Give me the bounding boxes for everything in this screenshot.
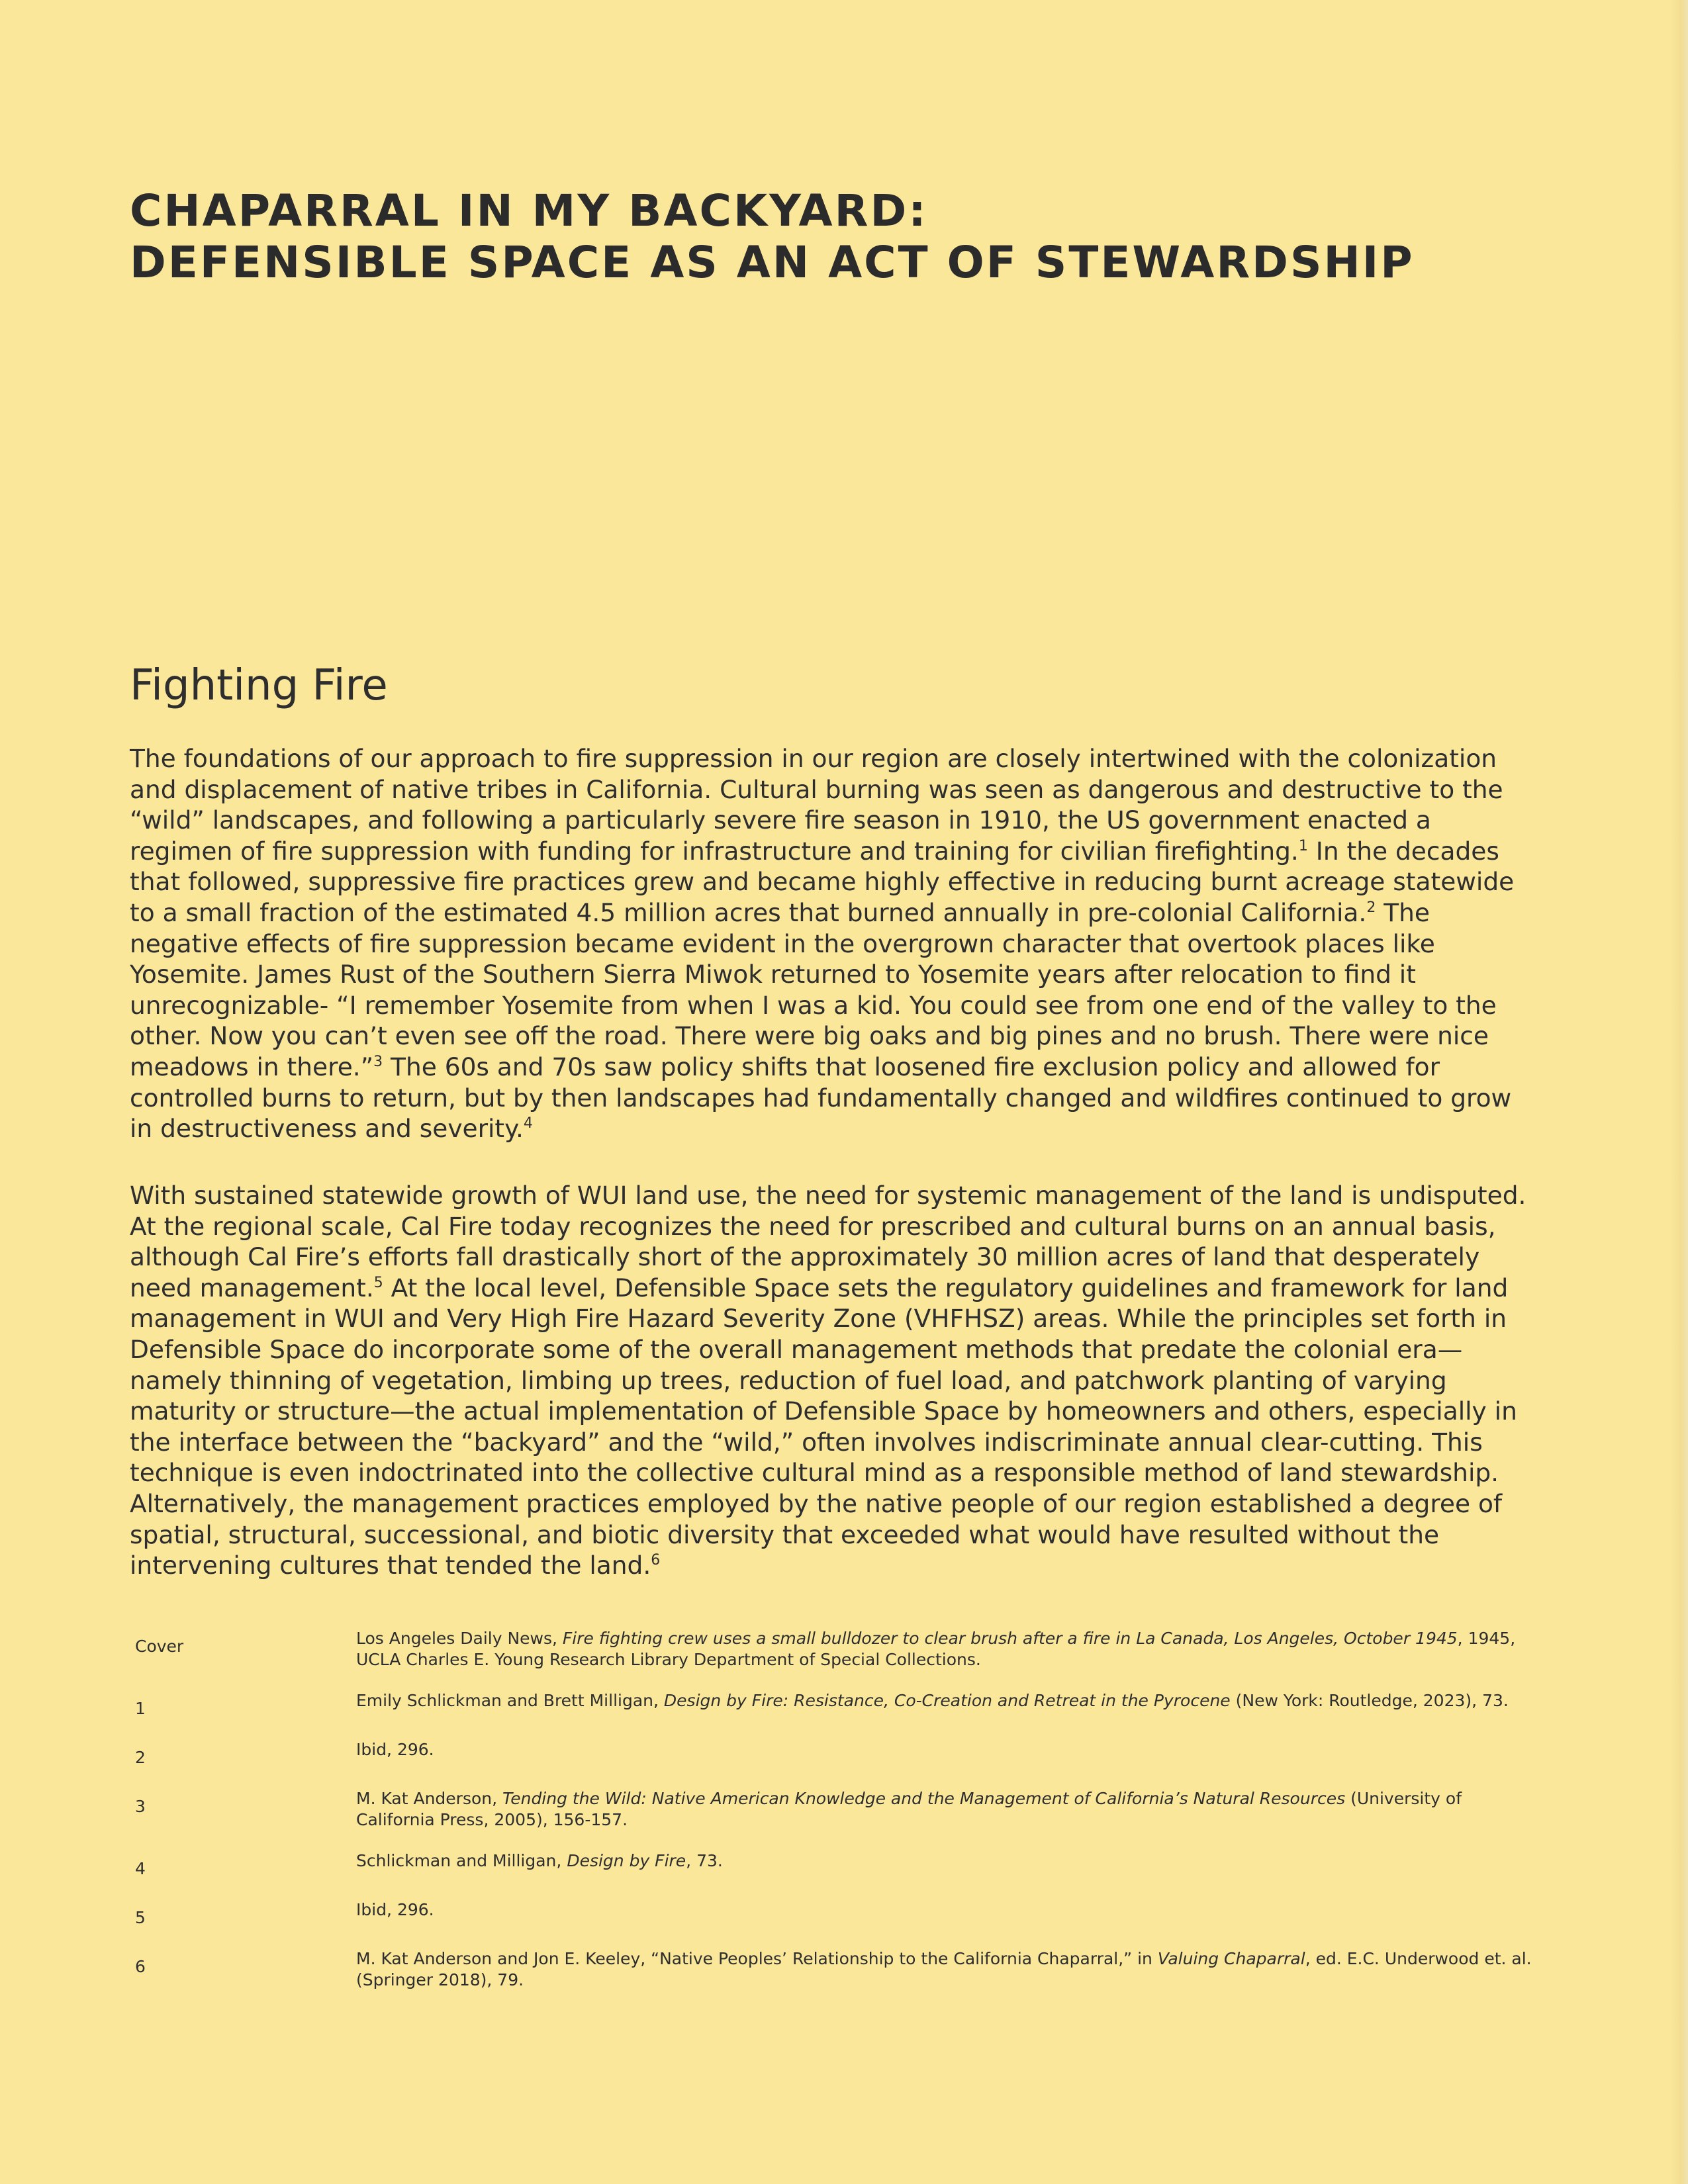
note-text-part: M. Kat Anderson and Jon E. Keeley, “Native Peoples’ Relationship to the California Chaparral,” in xyxy=(356,1949,1158,1968)
footnote-ref: 4 xyxy=(523,1115,533,1132)
footnote-ref: 5 xyxy=(373,1274,383,1291)
paragraph-text: The negative effects of fire suppression became evident in the overgrown character that overtook places like Yosemite. James Rust of the Southern Sierra Miwok returned to Yosemite years after relocation to find it unrecognizable- “I remember Yosemite from when I was a kid. You could see from one end of the valley to the other. Now you can’t even see off the road. There were big oaks and big pines and no brush. There were nice meadows in there.” xyxy=(130,897,1497,1081)
note-title: Design by Fire xyxy=(567,1851,686,1870)
note-text-part: Emily Schlickman and Brett Milligan, xyxy=(356,1691,664,1710)
note-1 xyxy=(135,1690,1545,1719)
body-paragraph-1 xyxy=(130,743,1540,1144)
note-label: 5 xyxy=(135,1908,146,1927)
note-title: Fire fighting crew uses a small bulldozer to clear brush after a fire in La Canada, Los Angeles, October 1945 xyxy=(562,1629,1458,1648)
note-text-part: Los Angeles Daily News, xyxy=(356,1629,563,1648)
note-cover xyxy=(135,1628,1545,1670)
note-text xyxy=(356,1788,1545,1831)
paragraph-text: With sustained statewide growth of WUI land use, the need for systemic management of the land is undisputed. At the regional scale, Cal Fire today recognizes the need for prescribed and cultural burns on an annual basis, although Cal Fire’s efforts fall drastically short of the approximately 30 million acres of land that desperately need management. xyxy=(130,1181,1526,1302)
note-text xyxy=(356,1690,1545,1711)
note-3 xyxy=(135,1788,1545,1831)
note-2 xyxy=(135,1739,1545,1768)
footnote-ref: 3 xyxy=(373,1053,383,1070)
note-label: 3 xyxy=(135,1797,146,1816)
note-text-part: , ed. E.C. Underwood et. al. (Springer 2018), 79. xyxy=(356,1949,1532,1989)
note-text: Ibid, 296. xyxy=(356,1740,434,1759)
footnote-ref: 2 xyxy=(1366,899,1376,916)
note-title: Tending the Wild: Native American Knowledge and the Management of California’s Natural Resources xyxy=(502,1789,1346,1808)
note-text-part: (New York: Routledge, 2023), 73. xyxy=(1230,1691,1509,1710)
section-heading: Fighting Fire xyxy=(130,661,388,710)
notes-list xyxy=(135,1628,1545,2011)
note-label: 6 xyxy=(135,1957,146,1976)
paper-edge xyxy=(1671,0,1688,2184)
note-text-part: , 73. xyxy=(686,1851,723,1870)
note-4 xyxy=(135,1850,1545,1880)
note-6 xyxy=(135,1948,1545,1991)
note-label: 1 xyxy=(135,1699,146,1718)
note-text-part: Schlickman and Milligan, xyxy=(356,1851,567,1870)
note-text xyxy=(356,1628,1545,1670)
note-title: Design by Fire: Resistance, Co-Creation and Retreat in the Pyrocene xyxy=(663,1691,1231,1710)
note-text-part: M. Kat Anderson, xyxy=(356,1789,503,1808)
title-line-1: CHAPARRAL IN MY BACKYARD: xyxy=(130,185,928,236)
note-text xyxy=(356,1850,1545,1872)
note-text-part: (University of California Press, 2005), 156-157. xyxy=(356,1789,1462,1829)
note-text-part: , 1945, UCLA Charles E. Young Research Library Department of Special Collections. xyxy=(356,1629,1516,1669)
paragraph-text: The 60s and 70s saw policy shifts that loosened fire exclusion policy and allowed for controlled burns to return, but by then landscapes had fundamentally changed and wildfires continued to grow in destructiveness and severity. xyxy=(130,1052,1512,1144)
note-label: 4 xyxy=(135,1859,146,1878)
note-label: Cover xyxy=(135,1637,184,1656)
paragraph-text: In the decades that followed, suppressive fire practices grew and became highly effective in reducing burnt acreage statewide to a small fraction of the estimated 4.5 million acres that burned annually in pre-colonial California. xyxy=(130,836,1515,927)
page-title xyxy=(130,185,1520,289)
paragraph-text: The foundations of our approach to fire suppression in our region are closely intertwined with the colonization and displacement of native tribes in California. Cultural burning was seen as dangerous and destructive to the “wild” landscapes, and following a particularly severe fire season in 1910, the US government enacted a regimen of fire suppression with funding for infrastructure and training for civilian firefighting. xyxy=(130,744,1503,866)
note-text xyxy=(356,1948,1545,1991)
body-paragraph-2 xyxy=(130,1180,1540,1581)
footnote-ref: 6 xyxy=(651,1552,661,1569)
note-title: Valuing Chaparral xyxy=(1157,1949,1305,1968)
title-line-2: DEFENSIBLE SPACE AS AN ACT OF STEWARDSHIP xyxy=(130,237,1415,288)
note-5 xyxy=(135,1899,1545,1929)
footnote-ref: 1 xyxy=(1298,837,1308,854)
note-text: Ibid, 296. xyxy=(356,1900,434,1919)
note-label: 2 xyxy=(135,1748,146,1767)
paragraph-text: At the local level, Defensible Space sets the regulatory guidelines and framework for land management in WUI and Very High Fire Hazard Severity Zone (VHFHSZ) areas. While the principles set forth in Defensible Space do incorporate some of the overall management methods that predate the colonial era—namely thinning of vegetation, limbing up trees, reduction of fuel load, and patchwork planting of varying maturity or structure—the actual implementation of Defensible Space by homeowners and others, especially in the interface between the “backyard” and the “wild,” often involves indiscriminate annual clear-cutting. This technique is even indoctrinated into the collective cultural mind as a responsible method of land stewardship. Alternatively, the management practices employed by the native people of our region established a degree of spatial, structural, successional, and biotic diversity that exceeded what would have resulted without the intervening cultures that tended the land. xyxy=(130,1273,1517,1580)
